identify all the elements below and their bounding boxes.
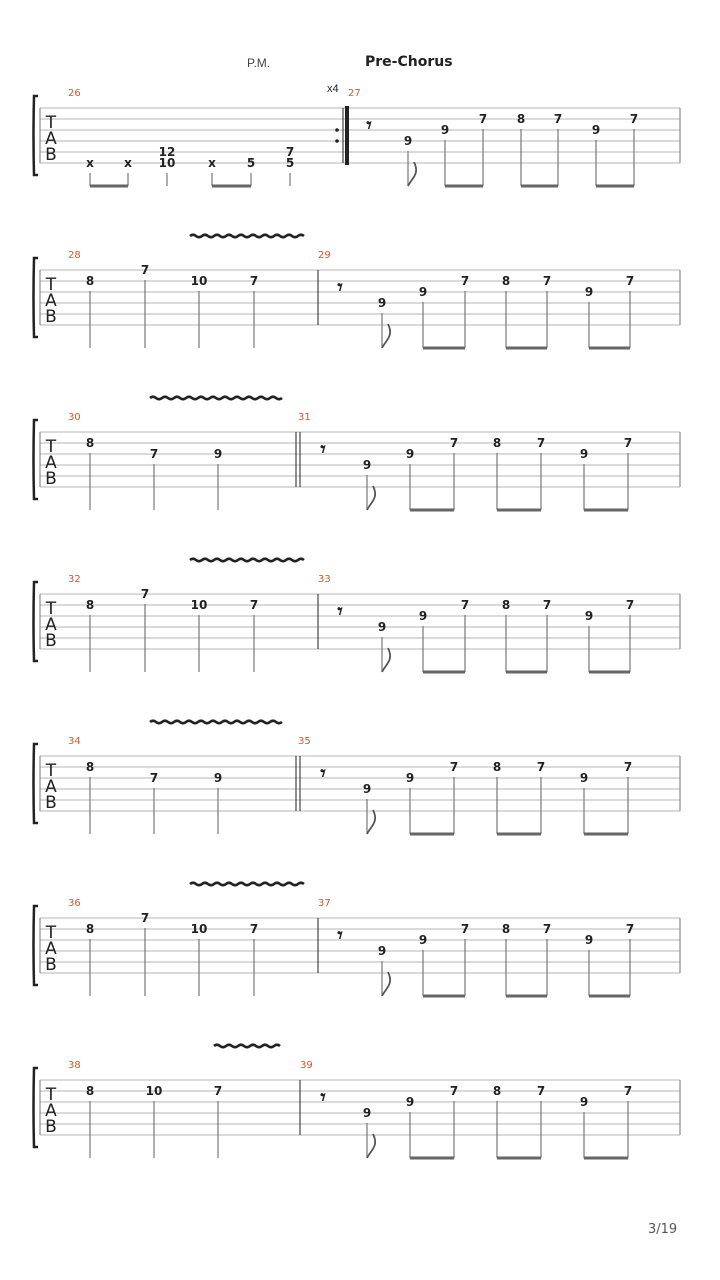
measure-number: 39 xyxy=(300,1060,313,1071)
fret-number: 7 xyxy=(625,922,635,936)
eighth-rest: 𝄾 xyxy=(320,437,326,461)
tab-clef-letter: B xyxy=(45,631,57,651)
fret-number: 9 xyxy=(418,933,428,947)
page-number: 3/19 xyxy=(648,1222,678,1237)
measure-number: 33 xyxy=(318,574,331,585)
fret-number: 7 xyxy=(536,760,546,774)
eighth-flag xyxy=(408,162,416,186)
eighth-rest: 𝄾 xyxy=(320,1085,326,1109)
fret-number: 9 xyxy=(418,285,428,299)
fret-number: 8 xyxy=(85,922,95,936)
fret-number: 8 xyxy=(501,598,511,612)
tab-clef-letter: A xyxy=(45,1101,57,1121)
vibrato-marking xyxy=(214,1045,280,1048)
fret-number: 9 xyxy=(579,1095,589,1109)
tab-clef-letter: A xyxy=(45,939,57,959)
fret-number: 7 xyxy=(629,112,639,126)
eighth-flag xyxy=(382,324,390,348)
system-brace xyxy=(34,96,39,175)
eighth-rest: 𝄾 xyxy=(337,923,343,947)
fret-number: 5 xyxy=(285,156,295,170)
fret-number: 9 xyxy=(405,1095,415,1109)
fret-number: 8 xyxy=(85,598,95,612)
tab-clef-letter: A xyxy=(45,615,57,635)
repeat-dot xyxy=(335,139,339,143)
fret-number: 7 xyxy=(460,274,470,288)
vibrato-marking xyxy=(150,397,282,400)
fret-number: 9 xyxy=(403,134,413,148)
tab-clef-letter: T xyxy=(45,113,57,133)
fret-number: 8 xyxy=(85,274,95,288)
eighth-flag xyxy=(367,486,375,510)
fret-number: 7 xyxy=(249,598,259,612)
tab-clef-letter: B xyxy=(45,955,57,975)
vibrato-marking xyxy=(190,883,304,886)
eighth-rest: 𝄾 xyxy=(337,599,343,623)
eighth-flag xyxy=(367,810,375,834)
fret-number: 7 xyxy=(449,760,459,774)
tab-clef-letter: B xyxy=(45,469,57,489)
fret-number: 7 xyxy=(460,598,470,612)
tab-clef-letter: T xyxy=(45,923,57,943)
tab-clef-letter: A xyxy=(45,777,57,797)
measure-number: 28 xyxy=(68,250,81,261)
system-brace xyxy=(34,744,39,823)
fret-number: 7 xyxy=(140,911,150,925)
tab-clef-letter: A xyxy=(45,129,57,149)
fret-number: 7 xyxy=(140,587,150,601)
tab-clef-letter: B xyxy=(45,793,57,813)
fret-number: 7 xyxy=(625,274,635,288)
fret-number: 7 xyxy=(542,922,552,936)
system-brace xyxy=(34,420,39,499)
system-brace xyxy=(34,582,39,661)
fret-number: 9 xyxy=(213,447,223,461)
fret-number: 9 xyxy=(418,609,428,623)
fret-number: 7 xyxy=(623,436,633,450)
measure-number: 31 xyxy=(298,412,311,423)
repeat-count: x4 xyxy=(327,83,339,95)
measure-number: 34 xyxy=(68,736,81,747)
measure-number: 26 xyxy=(68,88,81,99)
tab-clef-letter: T xyxy=(45,761,57,781)
fret-number: x xyxy=(86,156,94,170)
fret-number: 12 xyxy=(158,145,176,159)
fret-number: 7 xyxy=(149,447,159,461)
system-brace xyxy=(34,1068,39,1147)
fret-number: 8 xyxy=(85,1084,95,1098)
fret-number: 9 xyxy=(440,123,450,137)
eighth-rest: 𝄾 xyxy=(337,275,343,299)
measure-number: 27 xyxy=(348,88,361,99)
vibrato-marking xyxy=(150,721,282,724)
repeat-dot xyxy=(335,128,339,132)
fret-number: x xyxy=(124,156,132,170)
fret-number: 9 xyxy=(579,771,589,785)
vibrato-marking xyxy=(190,559,304,562)
fret-number: 9 xyxy=(584,933,594,947)
measure-number: 30 xyxy=(68,412,81,423)
measure-number: 32 xyxy=(68,574,81,585)
system-brace xyxy=(34,258,39,337)
section-title: Pre-Chorus xyxy=(365,54,453,70)
fret-number: 9 xyxy=(377,620,387,634)
fret-number: 9 xyxy=(584,285,594,299)
tab-clef-letter: T xyxy=(45,1085,57,1105)
eighth-flag xyxy=(382,972,390,996)
tab-clef-letter: A xyxy=(45,291,57,311)
fret-number: 7 xyxy=(623,760,633,774)
fret-number: 9 xyxy=(362,458,372,472)
fret-number: 9 xyxy=(591,123,601,137)
tab-clef-letter: A xyxy=(45,453,57,473)
fret-number: 7 xyxy=(249,274,259,288)
fret-number: 7 xyxy=(249,922,259,936)
system-brace xyxy=(34,906,39,985)
eighth-flag xyxy=(382,648,390,672)
tab-clef-letter: T xyxy=(45,275,57,295)
fret-number: 7 xyxy=(542,598,552,612)
fret-number: 10 xyxy=(190,598,208,612)
fret-number: 7 xyxy=(625,598,635,612)
fret-number: 10 xyxy=(145,1084,163,1098)
fret-number: 8 xyxy=(492,436,502,450)
fret-number: 7 xyxy=(623,1084,633,1098)
fret-number: 9 xyxy=(405,771,415,785)
measure-number: 37 xyxy=(318,898,331,909)
fret-number: 8 xyxy=(492,1084,502,1098)
fret-number: 7 xyxy=(536,1084,546,1098)
fret-number: x xyxy=(208,156,216,170)
tab-clef-letter: T xyxy=(45,437,57,457)
fret-number: 8 xyxy=(501,274,511,288)
fret-number: 7 xyxy=(536,436,546,450)
fret-number: 10 xyxy=(190,922,208,936)
vibrato-marking xyxy=(190,235,304,238)
measure-number: 38 xyxy=(68,1060,81,1071)
tab-clef-letter: B xyxy=(45,145,57,165)
palm-mute-marking: P.M. xyxy=(247,56,271,70)
fret-number: 10 xyxy=(158,156,176,170)
fret-number: 9 xyxy=(579,447,589,461)
fret-number: 7 xyxy=(553,112,563,126)
measure-number: 36 xyxy=(68,898,81,909)
fret-number: 7 xyxy=(449,436,459,450)
fret-number: 8 xyxy=(501,922,511,936)
tab-clef-letter: T xyxy=(45,599,57,619)
fret-number: 9 xyxy=(362,1106,372,1120)
measure-number: 35 xyxy=(298,736,311,747)
fret-number: 9 xyxy=(405,447,415,461)
fret-number: 8 xyxy=(516,112,526,126)
fret-number: 7 xyxy=(213,1084,223,1098)
fret-number: 5 xyxy=(246,156,256,170)
tab-clef-letter: B xyxy=(45,307,57,327)
fret-number: 9 xyxy=(377,944,387,958)
tab-clef-letter: B xyxy=(45,1117,57,1137)
fret-number: 8 xyxy=(85,760,95,774)
fret-number: 7 xyxy=(149,771,159,785)
fret-number: 9 xyxy=(584,609,594,623)
fret-number: 10 xyxy=(190,274,208,288)
fret-number: 8 xyxy=(85,436,95,450)
fret-number: 7 xyxy=(478,112,488,126)
fret-number: 7 xyxy=(449,1084,459,1098)
fret-number: 9 xyxy=(362,782,372,796)
fret-number: 7 xyxy=(460,922,470,936)
fret-number: 7 xyxy=(140,263,150,277)
eighth-flag xyxy=(367,1134,375,1158)
measure-number: 29 xyxy=(318,250,331,261)
eighth-rest: 𝄾 xyxy=(320,761,326,785)
fret-number: 9 xyxy=(213,771,223,785)
fret-number: 7 xyxy=(542,274,552,288)
eighth-rest: 𝄾 xyxy=(366,113,372,137)
fret-number: 8 xyxy=(492,760,502,774)
fret-number: 7 xyxy=(285,145,295,159)
fret-number: 9 xyxy=(377,296,387,310)
